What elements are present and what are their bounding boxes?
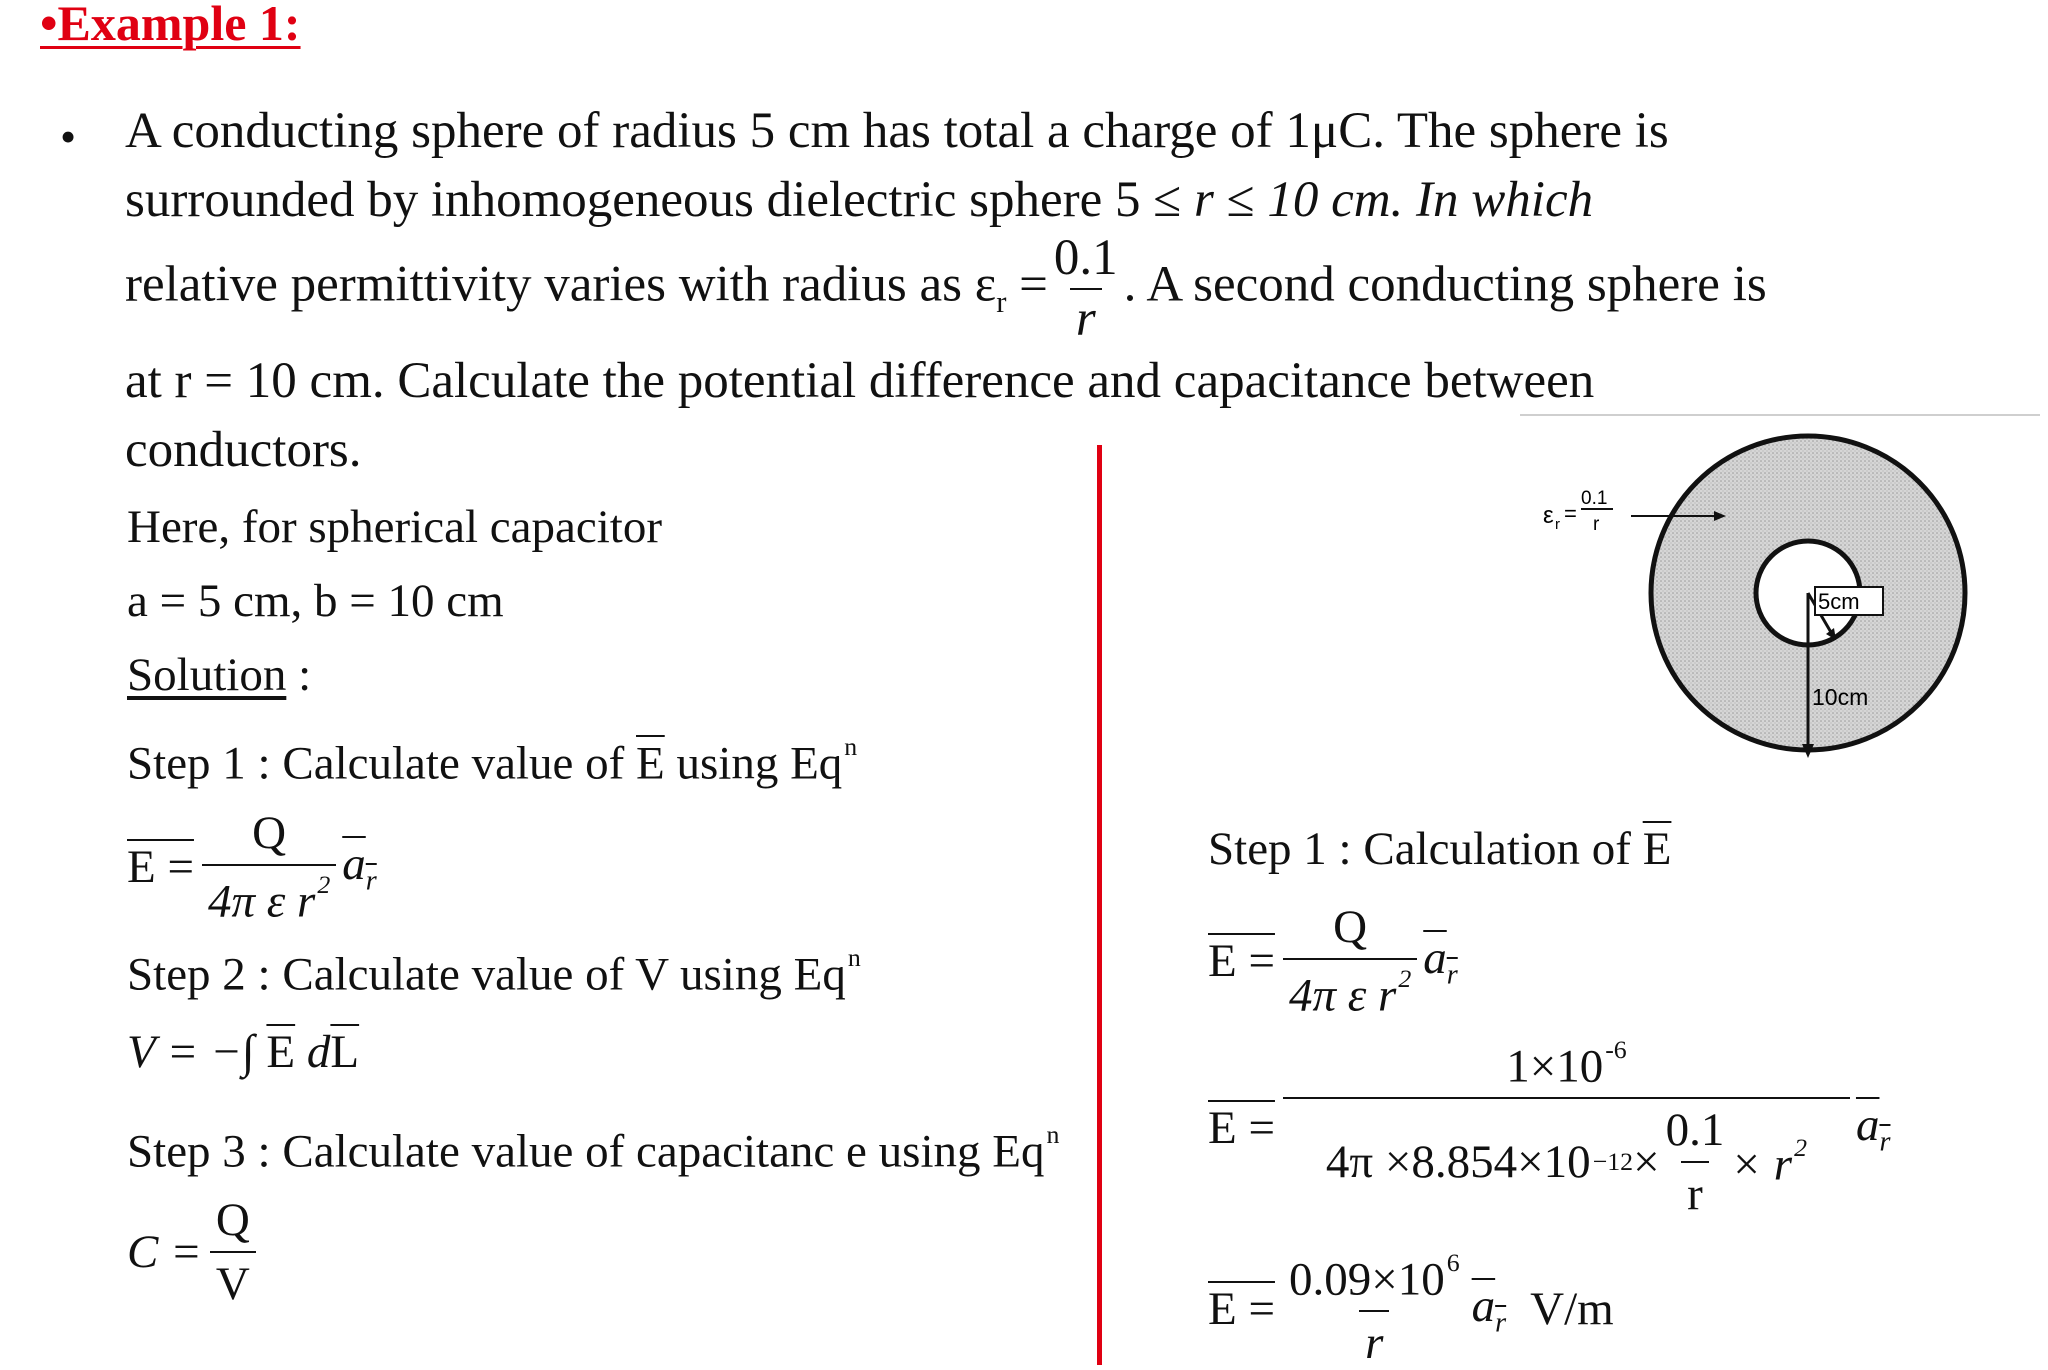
problem-line-3-post: . A second conducting sphere is xyxy=(1123,256,1767,313)
left-equation-2 xyxy=(127,1025,359,1079)
permittivity-denominator: r xyxy=(1070,288,1102,345)
problem-line-3-sub: r xyxy=(996,284,1007,319)
right-eqC-num-sup: 6 xyxy=(1446,1248,1460,1277)
right-eqB-den-post xyxy=(1730,1133,1807,1191)
diagram-eps-sub: r xyxy=(1555,516,1560,533)
left-step-2 xyxy=(127,943,861,1001)
left-eq1-ar xyxy=(342,837,376,897)
inner-radius-label: 5cm xyxy=(1818,589,1860,614)
right-eqC-unit: V/m xyxy=(1530,1283,1614,1336)
right-eqB-ar-sub: r xyxy=(1879,1126,1891,1158)
right-eqB-den-post-text: × r xyxy=(1730,1138,1793,1191)
right-eqB-fraction xyxy=(1283,1035,1850,1221)
problem-line-2-pre: surrounded by inhomogeneous dielectric sphere 5 ≤ xyxy=(125,172,1194,228)
solution-heading xyxy=(127,648,311,702)
right-eqB-inner-fraction xyxy=(1660,1103,1731,1221)
right-eqA-den-text: 4π ε r xyxy=(1288,969,1397,1022)
right-eqB-den xyxy=(1283,1097,1850,1221)
left-eq3-num: Q xyxy=(215,1194,250,1246)
right-equation-1 xyxy=(1208,900,1458,1022)
left-eq3-lhs: C = xyxy=(127,1226,202,1278)
right-eqB-inner-den: r xyxy=(1681,1161,1709,1221)
column-divider xyxy=(1097,445,1102,1365)
left-eq1-den-sup: 2 xyxy=(317,870,331,899)
left-eq2-E: $\overline{E}$ xyxy=(266,1026,296,1078)
spherical-capacitor-note: Here, for spherical capacitor xyxy=(127,501,662,553)
spherical-capacitor-diagram xyxy=(1500,420,2040,765)
problem-line-2-post: 10 cm. In which xyxy=(1267,172,1594,228)
right-eqB-num-sup: -6 xyxy=(1605,1035,1627,1064)
right-equation-3 xyxy=(1208,1248,1614,1370)
right-eqC-ar-sub: r xyxy=(1495,1307,1507,1339)
left-equation-3 xyxy=(127,1193,256,1311)
left-step-1-post: using Eq xyxy=(664,737,843,790)
diagram-eps-den: r xyxy=(1593,514,1600,535)
right-step-1-E: $\overline{E}$ xyxy=(1642,823,1672,875)
left-eq2-d: d xyxy=(295,1026,331,1078)
right-eqA-den-sup: 2 xyxy=(1398,964,1412,993)
left-eq1-ar-sub: r xyxy=(365,865,377,897)
right-eqA-ar xyxy=(1423,931,1457,991)
problem-line-1: A conducting sphere of radius 5 cm has total a charge of 1μC. The sphere is xyxy=(125,103,1669,159)
right-eqC-den: r xyxy=(1359,1310,1389,1370)
left-eq1-ar-a: a xyxy=(342,837,366,890)
left-eq3-fraction xyxy=(210,1193,256,1311)
left-step-3-text: Step 3 : Calculate value of capacitanc e using Eq xyxy=(127,1125,1045,1178)
left-eq2-lhs: V = −∫ xyxy=(127,1026,255,1078)
right-eqA-den xyxy=(1283,958,1417,1022)
left-eq1-den-text: 4π ε r xyxy=(207,875,316,928)
right-eqC-ar xyxy=(1472,1279,1506,1339)
problem-line-4: at r = 10 cm. Calculate the potential difference and capacitance between xyxy=(125,353,1595,409)
outer-radius-label: 10cm xyxy=(1812,684,1869,710)
right-eqA-lhs: E = xyxy=(1208,935,1275,988)
left-step-2-text: Step 2 : Calculate value of V using Eq xyxy=(127,948,846,1001)
radii-values: a = 5 cm, b = 10 cm xyxy=(127,575,504,627)
problem-line-5: conductors. xyxy=(125,422,362,478)
right-eqB-den-post-sup: 2 xyxy=(1794,1133,1808,1163)
right-step-1-text: Step 1 : Calculation of xyxy=(1208,823,1643,875)
left-eq1-fraction xyxy=(202,806,336,928)
left-equation-1 xyxy=(127,806,377,928)
right-eqB-den-times: × xyxy=(1633,1136,1660,1189)
right-eqB-inner-num: 0.1 xyxy=(1665,1104,1725,1157)
left-eq3-den: V xyxy=(210,1251,256,1311)
diagram-eps: ε xyxy=(1543,502,1554,529)
left-step-3-sup: n xyxy=(1046,1120,1060,1149)
diagram-eps-eq: = xyxy=(1564,501,1577,526)
right-eqC-num-text: 0.09×10 xyxy=(1288,1253,1445,1306)
right-eqA-num: Q xyxy=(1333,901,1368,953)
left-step-2-sup: n xyxy=(847,943,861,972)
left-eq2-L: $\overline{L}$ xyxy=(330,1026,360,1078)
left-step-3 xyxy=(127,1120,1059,1178)
bullet-marker: • xyxy=(60,111,77,162)
solution-label: Solution xyxy=(127,649,287,701)
left-step-1-text: Step 1 : Calculate value of xyxy=(127,737,637,790)
right-eqC-num xyxy=(1283,1248,1466,1310)
diagram-top-rule xyxy=(1520,414,2040,416)
problem-line-3-eq: = xyxy=(1006,256,1048,313)
left-eq1-lhs: E = xyxy=(127,841,194,894)
problem-line-2-leq: ≤ xyxy=(1213,172,1268,228)
right-eqB-den-sup: −12 xyxy=(1592,1147,1634,1177)
right-equation-2 xyxy=(1208,1035,1890,1221)
diagram-eps-num: 0.1 xyxy=(1581,488,1608,509)
permittivity-fraction xyxy=(1048,230,1124,347)
left-step-1-sup: n xyxy=(844,732,858,761)
right-eqA-ar-a: a xyxy=(1423,931,1447,984)
problem-line-3 xyxy=(125,230,1767,347)
right-eqC-lhs: E = xyxy=(1208,1283,1275,1336)
slide-title xyxy=(40,0,301,52)
left-eq1-num: Q xyxy=(252,807,287,859)
right-eqC-fraction xyxy=(1283,1248,1466,1370)
left-step-1-E: $\overline{E}$ xyxy=(636,737,665,790)
problem-line-3-pre: relative permittivity varies with radius as ε xyxy=(125,256,997,313)
permittivity-label xyxy=(1543,488,1613,535)
permittivity-numerator: 0.1 xyxy=(1053,230,1118,286)
right-step-1 xyxy=(1208,822,1671,876)
problem-line-2 xyxy=(125,172,1594,228)
problem-line-2-r: r xyxy=(1193,172,1214,228)
right-eqB-num xyxy=(1500,1035,1633,1097)
slide-title-text: •Example 1: xyxy=(40,0,301,51)
right-eqB-den-pre: 4π ×8.854×10 xyxy=(1325,1136,1591,1189)
left-eq1-den xyxy=(202,864,336,928)
right-eqB-lhs: E = xyxy=(1208,1102,1275,1155)
solution-colon: : xyxy=(286,649,312,701)
right-eqA-ar-sub: r xyxy=(1446,959,1458,991)
right-eqB-ar xyxy=(1856,1098,1890,1158)
right-eqB-ar-a: a xyxy=(1855,1098,1880,1151)
right-eqA-fraction xyxy=(1283,900,1417,1022)
left-step-1 xyxy=(127,732,857,790)
right-eqB-num-text: 1×10 xyxy=(1506,1040,1604,1093)
right-eqC-ar-a: a xyxy=(1471,1279,1496,1332)
